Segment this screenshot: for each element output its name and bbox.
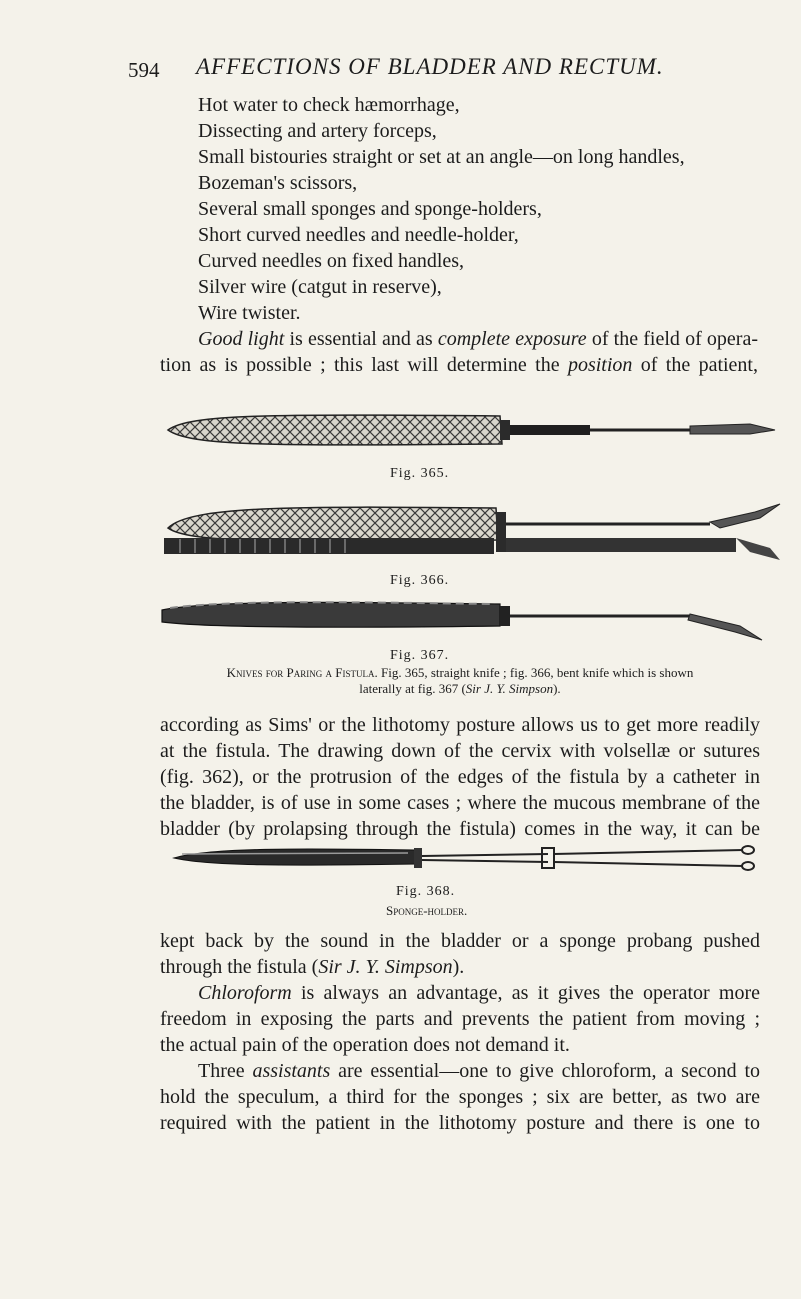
- text-line: freedom in exposing the parts and prevents the patient from moving ;: [160, 1008, 760, 1030]
- text-span: of the patient,: [632, 354, 758, 376]
- text-line: according as Sims' or the lithotomy posture allows us to get more readily: [160, 714, 760, 736]
- text-line: [160, 352, 758, 378]
- caption-emphasis: Sir J. Y. Simpson: [465, 681, 554, 696]
- text-line: [160, 1058, 760, 1084]
- list-item: Wire twister.: [198, 302, 301, 324]
- emphasis: complete exposure: [437, 328, 587, 350]
- text-span: is essential and as: [284, 328, 438, 350]
- text-span: tion as is possible ; this last will determine the: [160, 354, 568, 376]
- text-line: [160, 326, 758, 352]
- emphasis: Chloroform: [198, 982, 292, 1004]
- list-item: Hot water to check hæmorrhage,: [198, 94, 460, 116]
- text-line: [160, 954, 760, 980]
- caption-text: laterally at fig. 367 (: [359, 681, 466, 696]
- figure-label: Fig. 367.: [390, 648, 450, 663]
- paragraph-chloroform: [160, 928, 760, 1136]
- emphasis: Sir J. Y. Simpson: [318, 956, 453, 978]
- figure-caption: Sponge-holder.: [386, 903, 468, 918]
- figure-label: Fig. 368.: [396, 884, 456, 899]
- list-item: Small bistouries straight or set at an angle—on long handles,: [198, 146, 685, 168]
- caption-text: Fig. 365, straight knife ; fig. 366, bent knife which is shown: [377, 665, 694, 680]
- caption-title: Knives for Paring a Fistula.: [226, 665, 378, 680]
- text-line: (fig. 362), or the protrusion of the edges of the fistula by a catheter in: [160, 766, 760, 788]
- list-item: Dissecting and artery forceps,: [198, 120, 437, 142]
- text-line: at the fistula. The drawing down of the cervix with volsellæ or sutures: [160, 740, 760, 762]
- emphasis: assistants: [252, 1060, 331, 1082]
- caption-text: ).: [553, 681, 561, 696]
- emphasis: Good light: [198, 328, 285, 350]
- text-line: bladder (by prolapsing through the fistula) comes in the way, it can be: [160, 818, 760, 840]
- knife-lateral-illustration: [150, 596, 780, 646]
- figure-label: Fig. 365.: [390, 466, 450, 481]
- list-item: Bozeman's scissors,: [198, 172, 358, 194]
- list-item: Short curved needles and needle-holder,: [198, 224, 519, 246]
- text-span: is always an advantage, as it gives the operator more: [291, 982, 760, 1004]
- text-line: hold the speculum, a third for the sponges ; six are better, as two are: [160, 1086, 760, 1108]
- text-line: [160, 980, 760, 1006]
- text-line: kept back by the sound in the bladder or a sponge probang pushed: [160, 930, 760, 952]
- page-header: [128, 52, 748, 92]
- list-item: Several small sponges and sponge-holders,: [198, 198, 542, 220]
- figure-caption: [160, 681, 760, 697]
- text-span: of the field of opera-: [586, 328, 758, 350]
- sponge-holder-illustration: [168, 842, 768, 876]
- list-item: Silver wire (catgut in reserve),: [198, 276, 442, 298]
- figure-label: Fig. 366.: [390, 573, 450, 588]
- page-number: 594: [128, 58, 160, 82]
- text-line: required with the patient in the lithotomy posture and there is one to: [160, 1112, 760, 1134]
- text-line: the bladder, is of use in some cases ; where the mucous membrane of the: [160, 792, 760, 814]
- text-span: Three: [198, 1060, 253, 1082]
- text-span: are essential—one to give chloroform, a second to: [330, 1060, 760, 1082]
- figure-caption: [160, 665, 760, 681]
- paragraph-posture: [160, 712, 760, 842]
- bent-knife-illustration: [150, 498, 790, 568]
- emphasis: position: [567, 354, 633, 376]
- running-title: AFFECTIONS OF BLADDER AND RECTUM.: [196, 54, 664, 79]
- straight-knife-illustration: [150, 412, 780, 448]
- text-span: through the fistula (: [160, 956, 319, 978]
- list-item: Curved needles on fixed handles,: [198, 250, 465, 272]
- text-span: ).: [452, 956, 465, 978]
- text-line: the actual pain of the operation does not demand it.: [160, 1034, 570, 1056]
- instrument-list: [198, 92, 758, 326]
- paragraph-good-light: [160, 326, 758, 378]
